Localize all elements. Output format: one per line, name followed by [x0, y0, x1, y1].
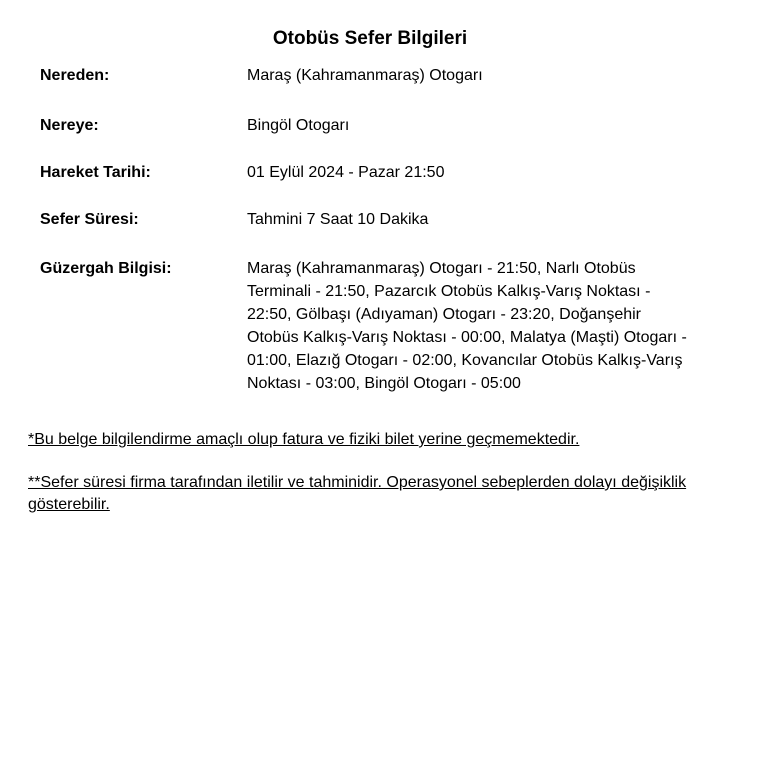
field-value-departure-date: 01 Eylül 2024 - Pazar 21:50: [247, 164, 445, 181]
field-label-route: Güzergah Bilgisi:: [40, 260, 172, 277]
document-title: Otobüs Sefer Bilgileri: [272, 28, 468, 49]
disclaimer-note: *Bu belge bilgilendirme amaçlı olup fatura ve fiziki bilet yerine geçmemektedir.: [28, 431, 580, 448]
field-value-route: Maraş (Kahramanmaraş) Otogarı - 21:50, Narlı Otobüs Terminali - 21:50, Pazarcık Otobüs Kalkış-Varış Noktası - 22:50, Gölbaşı (Adıyaman) Otogarı - 23:20, Doğanşehir Otobüs Kalkış-Varış Noktası - 00:00, Malatya (Maşti) Otogarı - 01:00, Elazığ Otogarı - 02:00, Kovancılar Otobüs Kalkış-Varış Noktası - 03:00, Bingöl Otogarı - 05:00: [247, 260, 687, 392]
field-label-origin: Nereden:: [40, 67, 110, 84]
field-label-duration: Sefer Süresi:: [40, 211, 139, 228]
field-value-duration: Tahmini 7 Saat 10 Dakika: [247, 211, 429, 228]
field-label-destination: Nereye:: [40, 117, 99, 134]
duration-note: **Sefer süresi firma tarafından iletilir ve tahminidir. Operasyonel sebeplerden dolayı değişiklik gösterebilir.: [28, 474, 687, 513]
field-label-departure-date: Hareket Tarihi:: [40, 164, 151, 181]
field-value-origin: Maraş (Kahramanmaraş) Otogarı: [247, 67, 483, 84]
field-value-destination: Bingöl Otogarı: [247, 117, 350, 134]
